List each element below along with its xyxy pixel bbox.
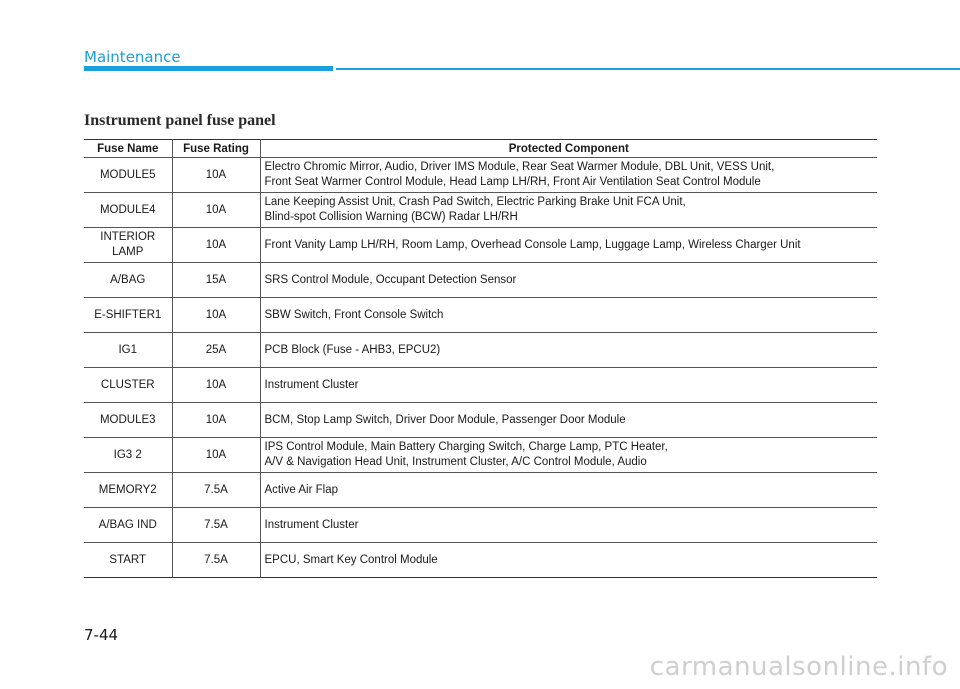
table-row [84,228,877,263]
protected-component-cell: EPCU, Smart Key Control Module [260,543,877,578]
column-header-fuse-name: Fuse Name [84,140,172,158]
fuse-name-cell: IG1 [84,333,172,368]
fuse-name-cell: MEMORY2 [84,473,172,508]
fuse-name-cell: MODULE5 [84,158,172,193]
fuse-rating-cell: 7.5A [172,543,260,578]
column-header-fuse-rating: Fuse Rating [172,140,260,158]
protected-component-cell: BCM, Stop Lamp Switch, Driver Door Module, Passenger Door Module [260,403,877,438]
header-rule-thick [84,66,333,71]
fuse-rating-cell: 10A [172,403,260,438]
protected-component-cell: PCB Block (Fuse - AHB3, EPCU2) [260,333,877,368]
table-row [84,368,877,403]
protected-component-cell: Active Air Flap [260,473,877,508]
fuse-rating-cell: 25A [172,333,260,368]
table-row [84,473,877,508]
header-rule-thin [336,68,960,70]
fuse-rating-cell: 7.5A [172,508,260,543]
table-body [84,158,877,578]
table-row [84,543,877,578]
fuse-name-cell: CLUSTER [84,368,172,403]
fuse-rating-cell: 10A [172,298,260,333]
fuse-rating-cell: 10A [172,158,260,193]
fuse-name-cell: INTERIOR LAMP [84,228,172,263]
fuse-name-cell: A/BAG [84,263,172,298]
fuse-table [84,139,877,578]
fuse-rating-cell: 10A [172,368,260,403]
fuse-rating-cell: 7.5A [172,473,260,508]
fuse-name-cell: MODULE3 [84,403,172,438]
protected-component-cell: Electro Chromic Mirror, Audio, Driver IMS Module, Rear Seat Warmer Module, DBL Unit, VESS Unit, Front Seat Warmer Control Module, Head Lamp LH/RH, Front Air Ventilation Seat Control Module [260,158,877,193]
table-row [84,193,877,228]
fuse-rating-cell: 10A [172,193,260,228]
fuse-name-cell: IG3 2 [84,438,172,473]
table-row [84,438,877,473]
fuse-rating-cell: 15A [172,263,260,298]
fuse-rating-cell: 10A [172,228,260,263]
watermark: carmanualsonline.info [649,652,948,682]
table-row [84,508,877,543]
table-row [84,333,877,368]
fuse-name-cell: E-SHIFTER1 [84,298,172,333]
page-heading: Instrument panel fuse panel [84,112,276,129]
column-header-protected-component: Protected Component [260,140,877,158]
table-row [84,403,877,438]
fuse-name-cell: MODULE4 [84,193,172,228]
protected-component-cell: Lane Keeping Assist Unit, Crash Pad Switch, Electric Parking Brake Unit FCA Unit, Blind-spot Collision Warning (BCW) Radar LH/RH [260,193,877,228]
section-header: Maintenance [84,48,181,66]
page-number: 7-44 [84,626,119,644]
protected-component-cell: SBW Switch, Front Console Switch [260,298,877,333]
table-row [84,158,877,193]
protected-component-cell: SRS Control Module, Occupant Detection Sensor [260,263,877,298]
protected-component-cell: Instrument Cluster [260,508,877,543]
table-row [84,263,877,298]
protected-component-cell: Front Vanity Lamp LH/RH, Room Lamp, Overhead Console Lamp, Luggage Lamp, Wireless Charger Unit [260,228,877,263]
fuse-rating-cell: 10A [172,438,260,473]
table-row [84,298,877,333]
protected-component-cell: Instrument Cluster [260,368,877,403]
protected-component-cell: IPS Control Module, Main Battery Charging Switch, Charge Lamp, PTC Heater, A/V & Navigation Head Unit, Instrument Cluster, A/C Control Module, Audio [260,438,877,473]
fuse-name-cell: START [84,543,172,578]
fuse-name-cell: A/BAG IND [84,508,172,543]
table-header-row [84,140,877,158]
